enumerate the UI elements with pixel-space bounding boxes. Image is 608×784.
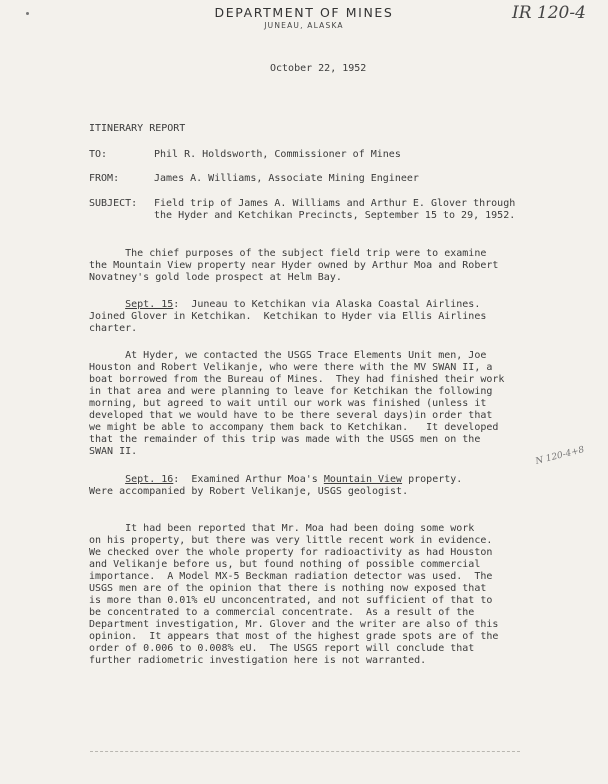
text-line (89, 299, 486, 311)
entry-text: property. (402, 474, 463, 485)
paragraph-sept-15 (89, 299, 486, 335)
handwritten-margin-note: N 120-4+8 (534, 445, 586, 467)
handwritten-file-number: IR 120-4 (512, 3, 586, 23)
text-line: SWAN II. (89, 446, 138, 457)
text-line: in that area and were planning to leave for Ketchikan the following (89, 386, 493, 397)
entry-date: Sept. 15 (125, 299, 174, 310)
text-line: Novatney's gold lode prospect at Helm Bay. (89, 272, 342, 283)
text-line: morning, but agreed to wait until our work was finished (unless it (89, 398, 487, 409)
to-label: TO: (89, 149, 108, 160)
text-line: further radiometric investigation here is not warranted. (89, 655, 427, 666)
subject-line-2: the Hyder and Ketchikan Precincts, September 15 to 29, 1952. (154, 210, 516, 221)
report-title: ITINERARY REPORT (89, 123, 186, 134)
entry-date: Sept. 16 (125, 474, 174, 485)
report-date: October 22, 1952 (270, 63, 367, 74)
text-line: Joined Glover in Ketchikan. Ketchikan to Hyder via Ellis Airlines (89, 311, 487, 322)
paragraph-hyder (89, 350, 504, 458)
text-line: opinion. It appears that most of the highest grade spots are of the (89, 631, 499, 642)
text-line: be concentrated to a commercial concentrate. As a result of the (89, 607, 475, 618)
bottom-edge-divider (90, 751, 520, 752)
text-line: Were accompanied by Robert Velikanje, USGS geologist. (89, 486, 409, 497)
text-line: that the remainder of this trip was made with the USGS men on the (89, 434, 481, 445)
subject-line-1: Field trip of James A. Williams and Arthur E. Glover through (154, 198, 516, 209)
paragraph-sept-16 (89, 474, 462, 498)
from-label: FROM: (89, 173, 120, 184)
text-line: It had been reported that Mr. Moa had been doing some work (89, 523, 475, 534)
letterhead-location: JUNEAU, ALASKA (264, 21, 344, 30)
paragraph-findings (89, 523, 498, 667)
text-line: USGS men are of the opinion that there is nothing now exposed that (89, 583, 487, 594)
text-line: is more than 0.01% eU unconcentrated, and not sufficient of that to (89, 595, 493, 606)
text-line: boat borrowed from the Bureau of Mines. They had finished their work (89, 374, 505, 385)
text-line: and Velikanje before us, but found nothing of possible commercial (89, 559, 481, 570)
subject-label: SUBJECT: (89, 198, 138, 209)
letterhead-department: DEPARTMENT OF MINES (214, 5, 394, 20)
entry-text: : Examined Arthur Moa's (173, 474, 324, 485)
text-line: importance. A Model MX-5 Beckman radiation detector was used. The (89, 571, 493, 582)
text-line: charter. (89, 323, 138, 334)
text-line: on his property, but there was very little recent work in evidence. (89, 535, 493, 546)
text-line: The chief purposes of the subject field trip were to examine (89, 248, 487, 259)
text-line: Department investigation, Mr. Glover and the writer are also of this (89, 619, 499, 630)
text-line: We checked over the whole property for radioactivity as had Houston (89, 547, 493, 558)
text-line: Houston and Robert Velikanje, who were there with the MV SWAN II, a (89, 362, 493, 373)
text-line: At Hyder, we contacted the USGS Trace Elements Unit men, Joe (89, 350, 487, 361)
text-line (89, 474, 462, 486)
text-line: we might be able to accompany them back to Ketchikan. It developed (89, 422, 499, 433)
property-name: Mountain View (323, 474, 403, 485)
paragraph-purpose (89, 248, 498, 284)
entry-text: : Juneau to Ketchikan via Alaska Coastal Airlines. (173, 299, 481, 310)
text-line: the Mountain View property near Hyder owned by Arthur Moa and Robert (89, 260, 499, 271)
to-value: Phil R. Holdsworth, Commissioner of Mines (154, 149, 401, 160)
from-value: James A. Williams, Associate Mining Engineer (154, 173, 419, 184)
text-line: order of 0.006 to 0.008% eU. The USGS report will conclude that (89, 643, 475, 654)
text-line: developed that we would have to be there several days)in order that (89, 410, 493, 421)
